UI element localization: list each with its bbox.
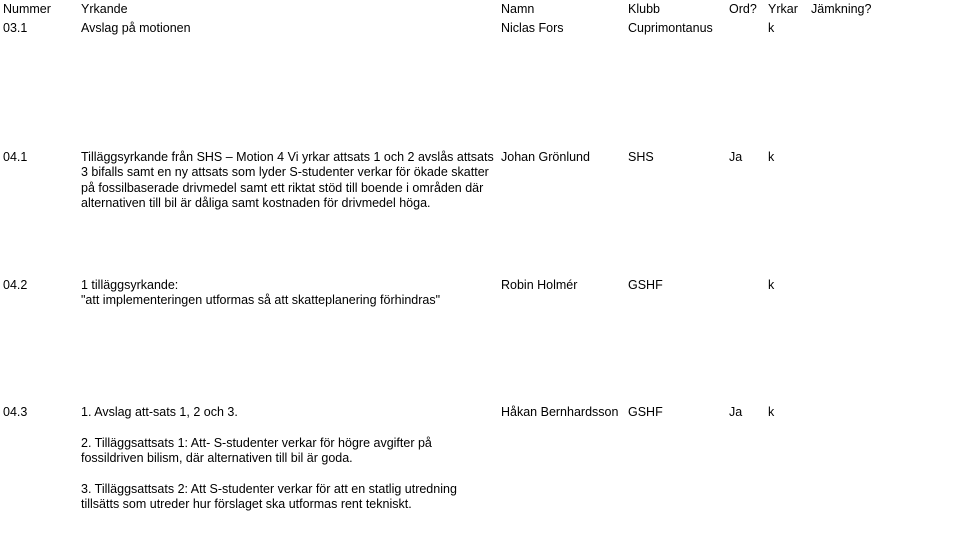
yrkande-line: Tilläggsyrkande från SHS – Motion 4 Vi yrkar attsats 1 och 2 avslås attsats [81,150,494,164]
row-yrkar: k [768,278,775,292]
row-nummer: 03.1 [3,21,28,35]
row-klubb: Cuprimontanus [628,21,713,35]
header-klubb: Klubb [628,2,660,16]
row-yrkande [81,278,440,309]
header-ord: Ord? [729,2,757,16]
header-nummer: Nummer [3,2,51,16]
row-yrkar: k [768,21,775,35]
yrkande-line: 1. Avslag att-sats 1, 2 och 3. [81,405,238,419]
yrkande-line: på fossilbaserade drivmedel samt ett riktat stöd till boende i områden där [81,180,484,195]
yrkande-line: 2. Tilläggsattsats 1: Att- S-studenter verkar för högre avgifter på [81,435,432,450]
header-namn: Namn [501,2,535,16]
row-klubb: GSHF [628,405,663,419]
row-yrkar: k [768,405,775,419]
header-jamkning: Jämkning? [811,2,872,16]
yrkande-line [81,467,457,482]
row-nummer: 04.3 [3,405,28,419]
row-klubb: GSHF [628,278,663,292]
row-yrkande [81,150,494,212]
row-nummer: 04.2 [3,278,28,292]
yrkande-line: tillsätts som utreder hur förslaget ska utformas rent tekniskt. [81,497,412,512]
row-ord: Ja [729,150,743,164]
row-namn: Niclas Fors [501,21,564,35]
header-yrkande: Yrkande [81,2,128,16]
row-namn: Johan Grönlund [501,150,590,164]
yrkande-line: 1 tilläggsyrkande: [81,278,179,292]
row-yrkande [81,405,457,513]
yrkande-line: 3. Tilläggsattsats 2: Att S-studenter verkar för att en statlig utredning [81,482,457,496]
yrkande-line: 3 bifalls samt en ny attsats som lyder S-studenter verkar för ökade skatter [81,165,489,180]
row-namn: Håkan Bernhardsson [501,405,619,419]
yrkande-line: alternativen till bil är dåliga samt kostnaden för drivmedel höga. [81,196,431,211]
row-ord: Ja [729,405,743,419]
yrkande-line: Avslag på motionen [81,21,191,35]
row-nummer: 04.1 [3,150,28,164]
row-klubb: SHS [628,150,654,164]
row-yrkande [81,21,191,36]
row-yrkar: k [768,150,775,164]
yrkande-line [81,420,457,435]
yrkande-line: fossildriven bilism, där alternativen till bil är goda. [81,451,353,466]
row-namn: Robin Holmér [501,278,578,292]
yrkande-line: "att implementeringen utformas så att skatteplanering förhindras" [81,293,441,308]
header-yrkar: Yrkar [768,2,798,16]
